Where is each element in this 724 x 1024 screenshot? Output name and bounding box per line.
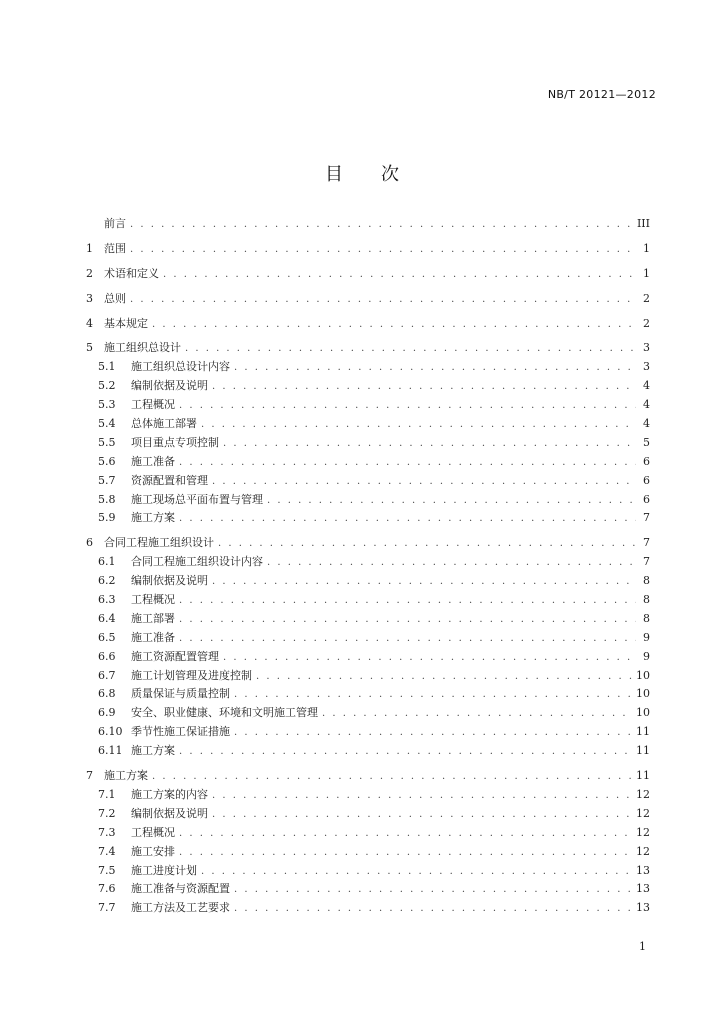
toc-entry-number: 7.6 [98, 882, 116, 896]
toc-entry-title: 施工现场总平面布置与管理 [131, 492, 263, 506]
toc-entry-title: 施工方法及工艺要求 [131, 901, 230, 915]
toc-entry-number: 7.7 [98, 901, 116, 915]
toc-entry-number: 5.8 [98, 492, 116, 506]
toc-entry-page: 10 [636, 706, 650, 720]
toc-entry-title: 施工方案 [131, 511, 175, 525]
toc-entry-title: 施工资源配置管理 [131, 649, 219, 663]
toc-entry[interactable] [86, 215, 650, 234]
toc-entry-number: 7.3 [98, 825, 116, 839]
toc-entry[interactable] [86, 240, 650, 259]
toc-entry-number: 7.2 [98, 806, 116, 820]
toc-entry-number: 3 [86, 291, 93, 305]
toc-dot-leader [152, 316, 636, 335]
toc-entry[interactable] [86, 491, 650, 510]
toc-dot-leader [212, 573, 636, 592]
toc-entry-number: 7.1 [98, 787, 116, 801]
toc-entry-number: 5.3 [98, 398, 116, 412]
toc-entry[interactable] [86, 472, 650, 491]
toc-dot-leader [179, 825, 632, 844]
toc-entry[interactable] [86, 899, 650, 918]
toc-entry[interactable] [86, 648, 650, 667]
toc-entry[interactable] [86, 553, 650, 572]
toc-entry[interactable] [86, 805, 650, 824]
toc-entry[interactable] [86, 742, 650, 761]
toc-dot-leader [234, 900, 632, 919]
toc-entry-page: 12 [636, 825, 650, 839]
toc-entry-number: 5.6 [98, 454, 116, 468]
toc-dot-leader [212, 378, 636, 397]
toc-dot-leader [267, 554, 636, 573]
toc-entry-page: 3 [643, 341, 650, 355]
toc-dot-leader [212, 806, 632, 825]
toc-dot-leader [322, 705, 632, 724]
toc-entry-number: 1 [86, 241, 93, 255]
toc-dot-leader [179, 743, 632, 762]
toc-entry-title: 施工准备与资源配置 [131, 882, 230, 896]
toc-entry[interactable] [86, 534, 650, 553]
table-of-contents [86, 215, 650, 918]
toc-entry-page: 4 [643, 379, 650, 393]
toc-entry-number: 5 [86, 341, 93, 355]
toc-entry-page: 6 [643, 473, 650, 487]
toc-entry-number: 6.1 [98, 555, 116, 569]
toc-entry-title: 施工组织总设计内容 [131, 360, 230, 374]
toc-dot-leader [212, 473, 636, 492]
toc-entry-title: 季节性施工保证措施 [131, 725, 230, 739]
toc-entry-page: 9 [643, 630, 650, 644]
toc-entry-page: 12 [636, 806, 650, 820]
toc-entry-number: 5.4 [98, 417, 116, 431]
toc-entry-page: III [636, 217, 650, 230]
toc-entry-page: 2 [643, 291, 650, 305]
toc-entry-title: 质量保证与质量控制 [131, 687, 230, 701]
toc-entry-page: 13 [636, 901, 650, 915]
toc-entry-title: 总则 [104, 291, 126, 305]
toc-entry-page: 5 [643, 435, 650, 449]
toc-entry-page: 11 [636, 769, 650, 783]
toc-dot-leader [179, 592, 636, 611]
toc-entry[interactable] [86, 786, 650, 805]
toc-entry-number: 6.11 [98, 744, 123, 758]
toc-entry-page: 9 [643, 649, 650, 663]
toc-entry[interactable] [86, 358, 650, 377]
toc-entry-page: 13 [636, 863, 650, 877]
toc-entry-title: 总体施工部署 [131, 417, 197, 431]
toc-entry-title: 施工安排 [131, 844, 175, 858]
toc-entry-number: 5.9 [98, 511, 116, 525]
toc-entry-title: 合同工程施工组织设计内容 [131, 555, 263, 569]
toc-entry[interactable] [86, 265, 650, 284]
toc-entry-page: 1 [643, 266, 650, 280]
toc-dot-leader [163, 266, 636, 285]
toc-dot-leader [130, 216, 633, 235]
toc-entry-title: 术语和定义 [104, 266, 159, 280]
toc-title [0, 160, 724, 186]
toc-dot-leader [234, 881, 632, 900]
toc-entry-number: 7.4 [98, 844, 116, 858]
toc-entry-title: 基本规定 [104, 316, 148, 330]
toc-entry-page: 2 [643, 316, 650, 330]
toc-dot-leader [201, 416, 636, 435]
toc-entry-title: 合同工程施工组织设计 [104, 536, 214, 550]
toc-entry-page: 7 [643, 511, 650, 525]
toc-dot-leader [223, 649, 636, 668]
toc-entry[interactable] [86, 704, 650, 723]
toc-entry[interactable] [86, 572, 650, 591]
toc-entry-page: 3 [643, 360, 650, 374]
toc-entry-title: 资源配置和管理 [131, 473, 208, 487]
toc-entry-title: 施工方案 [131, 744, 175, 758]
toc-entry-title: 编制依据及说明 [131, 806, 208, 820]
toc-entry-page: 4 [643, 417, 650, 431]
toc-entry-number: 6.6 [98, 649, 116, 663]
toc-dot-leader [152, 768, 632, 787]
toc-entry[interactable] [86, 377, 650, 396]
toc-entry[interactable] [86, 629, 650, 648]
document-code: NB/T 20121—2012 [547, 88, 656, 101]
toc-entry[interactable] [86, 880, 650, 899]
toc-dot-leader [218, 535, 636, 554]
toc-entry[interactable] [86, 667, 650, 686]
toc-dot-leader [179, 611, 636, 630]
toc-entry-number: 5.7 [98, 473, 116, 487]
toc-entry-page: 12 [636, 844, 650, 858]
toc-entry-number: 5.5 [98, 435, 116, 449]
page-number: 1 [639, 940, 646, 953]
toc-entry-title: 施工部署 [131, 611, 175, 625]
toc-entry-number: 6.7 [98, 668, 116, 682]
toc-entry-page: 12 [636, 787, 650, 801]
toc-entry-title: 编制依据及说明 [131, 379, 208, 393]
toc-entry-title: 施工计划管理及进度控制 [131, 668, 252, 682]
toc-dot-leader [179, 397, 636, 416]
toc-entry-number: 6.10 [98, 725, 123, 739]
toc-entry-page: 6 [643, 454, 650, 468]
toc-entry-title: 施工准备 [131, 630, 175, 644]
toc-title-char-2: 次 [381, 164, 399, 185]
toc-entry-number: 6.9 [98, 706, 116, 720]
toc-entry-page: 4 [643, 398, 650, 412]
toc-entry-title: 范围 [104, 241, 126, 255]
toc-entry[interactable] [86, 767, 650, 786]
toc-dot-leader [267, 492, 636, 511]
toc-entry[interactable] [86, 453, 650, 472]
toc-entry[interactable] [86, 509, 650, 528]
toc-entry-page: 6 [643, 492, 650, 506]
toc-entry-title: 施工方案的内容 [131, 787, 208, 801]
toc-entry-title: 施工准备 [131, 454, 175, 468]
toc-dot-leader [212, 787, 632, 806]
toc-entry[interactable] [86, 824, 650, 843]
toc-entry-title: 编制依据及说明 [131, 574, 208, 588]
toc-entry-title: 施工方案 [104, 769, 148, 783]
toc-entry-page: 8 [643, 611, 650, 625]
toc-dot-leader [201, 863, 632, 882]
toc-dot-leader [234, 359, 636, 378]
toc-entry-page: 11 [636, 725, 650, 739]
toc-entry-number: 5.2 [98, 379, 116, 393]
toc-dot-leader [130, 291, 636, 310]
toc-dot-leader [234, 686, 632, 705]
toc-entry-number: 6 [86, 536, 93, 550]
toc-entry-page: 8 [643, 593, 650, 607]
toc-title-char-1: 目 [325, 164, 343, 185]
toc-entry[interactable] [86, 339, 650, 358]
toc-entry-number: 6.8 [98, 687, 116, 701]
toc-entry[interactable] [86, 843, 650, 862]
toc-entry[interactable] [86, 415, 650, 434]
toc-dot-leader [223, 435, 636, 454]
toc-entry-page: 7 [643, 555, 650, 569]
toc-entry-title: 施工进度计划 [131, 863, 197, 877]
toc-entry-number: 6.4 [98, 611, 116, 625]
toc-entry[interactable] [86, 434, 650, 453]
toc-entry[interactable] [86, 290, 650, 309]
toc-entry-title: 安全、职业健康、环境和文明施工管理 [131, 706, 318, 720]
toc-entry-number: 7.5 [98, 863, 116, 877]
toc-entry-title: 工程概况 [131, 593, 175, 607]
toc-entry-page: 13 [636, 882, 650, 896]
toc-dot-leader [185, 340, 636, 359]
toc-entry[interactable] [86, 862, 650, 881]
toc-entry-number: 6.5 [98, 630, 116, 644]
toc-entry-title: 项目重点专项控制 [131, 435, 219, 449]
toc-entry-number: 5.1 [98, 360, 116, 374]
toc-dot-leader [179, 510, 636, 529]
toc-dot-leader [234, 724, 632, 743]
toc-entry-page: 10 [636, 687, 650, 701]
toc-entry-title: 前言 [104, 217, 126, 230]
toc-dot-leader [179, 630, 636, 649]
toc-entry-number: 4 [86, 316, 93, 330]
toc-entry-number: 2 [86, 266, 93, 280]
toc-entry-page: 10 [636, 668, 650, 682]
toc-entry[interactable] [86, 610, 650, 629]
toc-entry-title: 工程概况 [131, 825, 175, 839]
toc-entry[interactable] [86, 315, 650, 334]
toc-entry-number: 6.2 [98, 574, 116, 588]
toc-entry-title: 施工组织总设计 [104, 341, 181, 355]
toc-dot-leader [179, 454, 636, 473]
toc-dot-leader [179, 844, 632, 863]
toc-entry-title: 工程概况 [131, 398, 175, 412]
toc-entry-page: 8 [643, 574, 650, 588]
toc-dot-leader [130, 241, 636, 260]
toc-entry[interactable] [86, 396, 650, 415]
toc-dot-leader [256, 668, 632, 687]
toc-entry-page: 11 [636, 744, 650, 758]
toc-entry[interactable] [86, 591, 650, 610]
toc-entry[interactable] [86, 723, 650, 742]
toc-entry[interactable] [86, 685, 650, 704]
toc-entry-number: 6.3 [98, 593, 116, 607]
toc-entry-number: 7 [86, 769, 93, 783]
toc-entry-page: 1 [643, 241, 650, 255]
toc-entry-page: 7 [643, 536, 650, 550]
